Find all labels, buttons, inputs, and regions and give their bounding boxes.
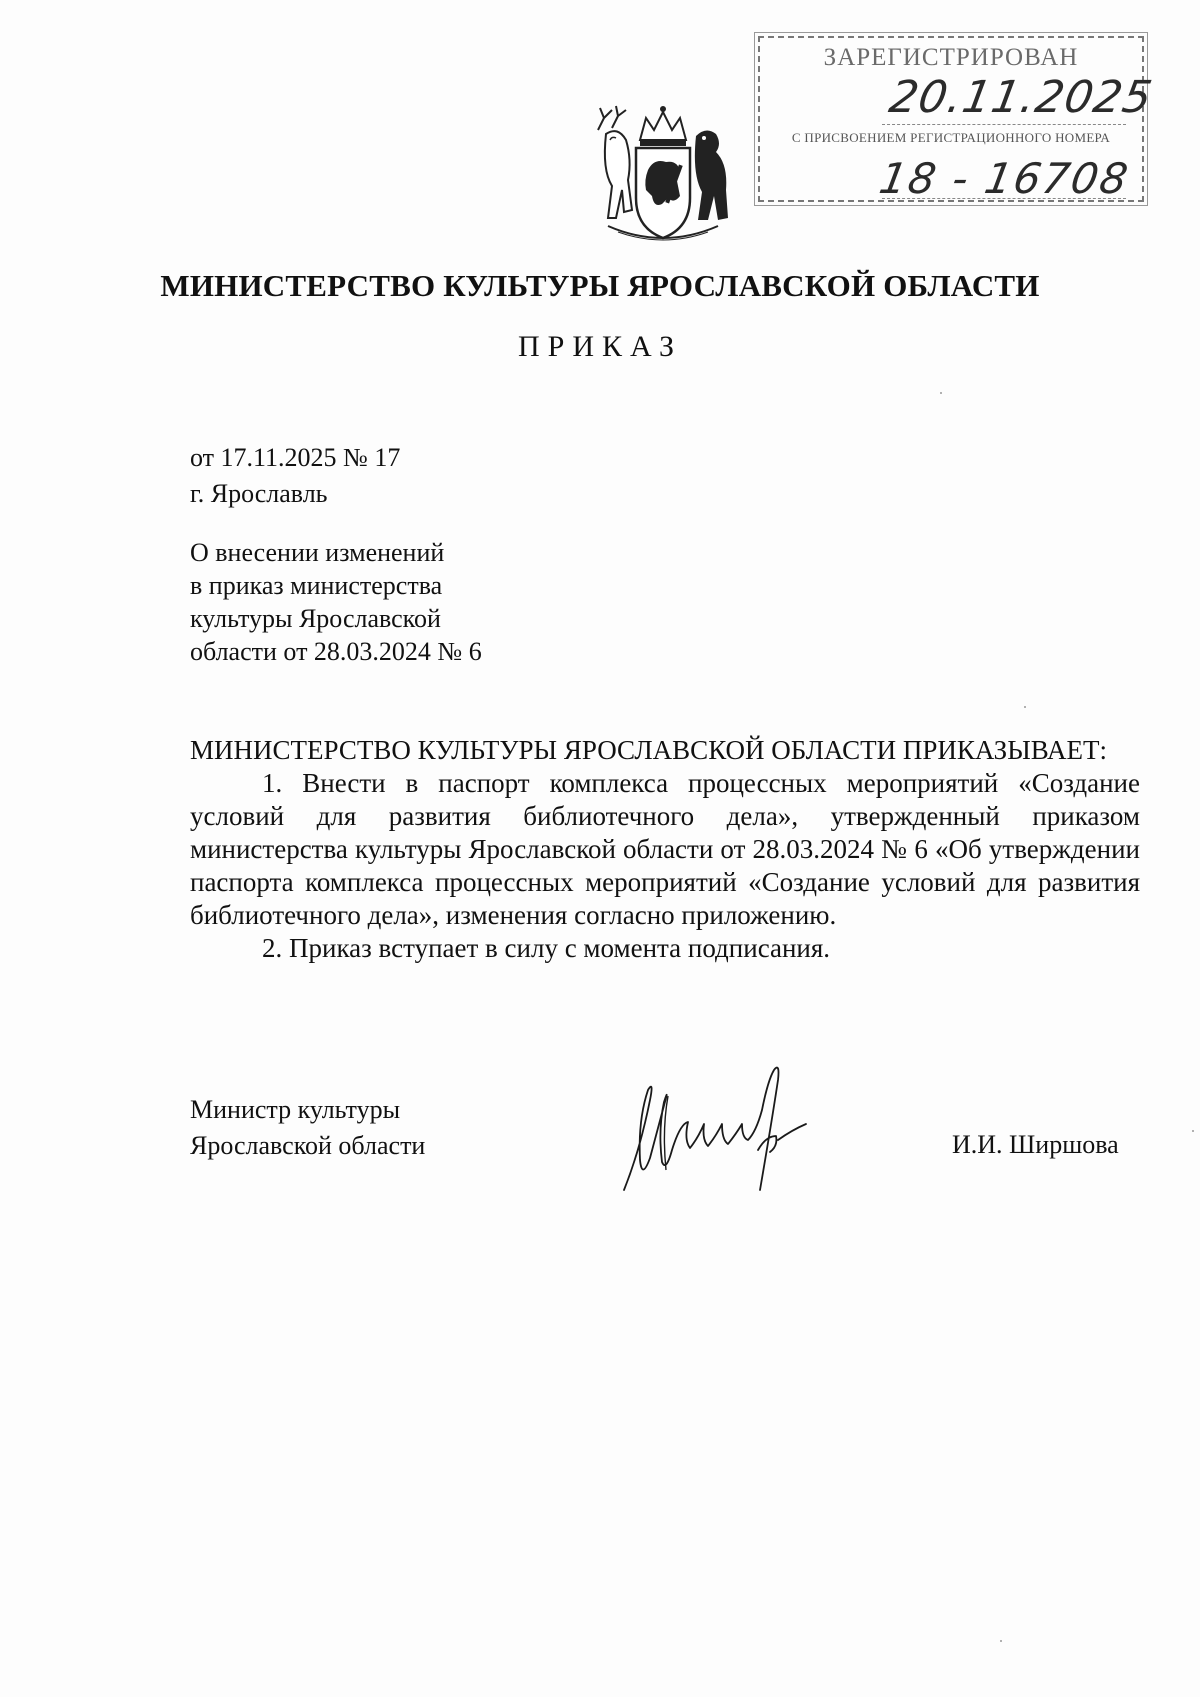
stamp-date: 20.11.2025 bbox=[885, 72, 1157, 123]
order-item-1: 1. Внести в паспорт комплекса процессных мероприятий «Создание условий для развития библиотечного дела», утвержденный приказом министерства культуры Ярославской области от 28.03.2024 № 6 «Об утверждении паспорта комплекса процессных мероприятий «Создание условий для развития библиотечного дела», изменения согласно приложению. bbox=[190, 768, 1140, 930]
order-item-2: 2. Приказ вступает в силу с момента подписания. bbox=[262, 933, 831, 963]
document-type: ПРИКАЗ bbox=[518, 330, 682, 363]
order-subject bbox=[190, 536, 590, 668]
coat-of-arms-icon bbox=[588, 100, 738, 250]
subject-line: области от 28.03.2024 № 6 bbox=[190, 637, 482, 666]
scan-speck bbox=[1192, 1130, 1194, 1132]
order-date-number: от 17.11.2025 № 17 bbox=[190, 443, 401, 472]
registration-stamp bbox=[758, 36, 1157, 203]
stamp-title: ЗАРЕГИСТРИРОВАН bbox=[823, 44, 1079, 71]
stamp-registration-number: 18 - 16708 bbox=[875, 154, 1134, 203]
scan-speck bbox=[940, 392, 942, 394]
subject-line: О внесении изменений bbox=[190, 538, 445, 567]
signer-position bbox=[190, 1092, 425, 1164]
scan-speck bbox=[1024, 706, 1026, 708]
ministry-title: МИНИСТЕРСТВО КУЛЬТУРЫ ЯРОСЛАВСКОЙ ОБЛАСТИ bbox=[160, 268, 1040, 303]
order-city: г. Ярославль bbox=[190, 479, 328, 508]
subject-line: культуры Ярославской bbox=[190, 604, 441, 633]
subject-line: в приказ министерства bbox=[190, 571, 443, 600]
order-meta bbox=[190, 440, 400, 512]
handwritten-signature bbox=[610, 1040, 870, 1210]
order-body bbox=[190, 734, 1140, 965]
signer-position-line: Ярославской области bbox=[190, 1131, 426, 1160]
order-preamble: МИНИСТЕРСТВО КУЛЬТУРЫ ЯРОСЛАВСКОЙ ОБЛАСТИ ПРИКАЗЫВАЕТ: bbox=[190, 735, 1108, 765]
stamp-subtitle: С ПРИСВОЕНИЕМ РЕГИСТРАЦИОННОГО НОМЕРА bbox=[791, 130, 1111, 145]
signer-name: И.И. Ширшова bbox=[952, 1130, 1119, 1159]
signer-position-line: Министр культуры bbox=[190, 1095, 401, 1124]
stamp-divider-bottom bbox=[882, 198, 1126, 199]
scan-speck bbox=[1000, 1640, 1002, 1642]
stamp-divider bbox=[882, 124, 1126, 125]
